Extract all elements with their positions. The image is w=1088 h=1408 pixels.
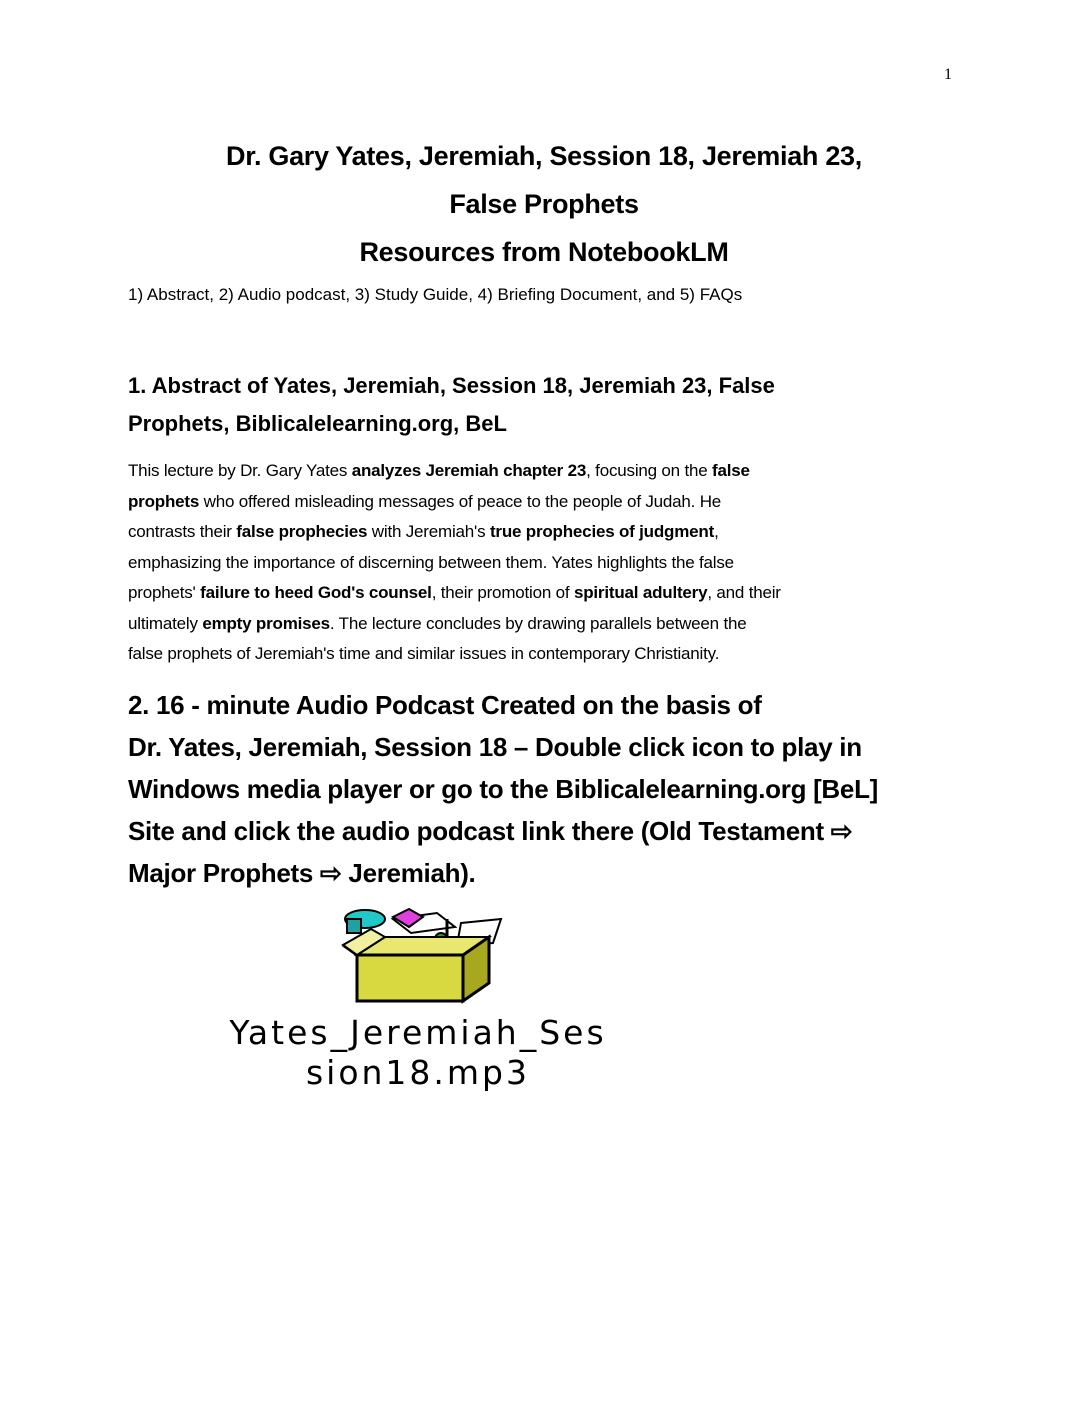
text-run: , and their	[707, 583, 781, 602]
text-run: This lecture by Dr. Gary Yates	[128, 461, 352, 480]
audio-file-name[interactable]	[128, 1013, 708, 1093]
heading-line: Prophets, Biblicalelearning.org, BeL	[128, 411, 507, 436]
bold-run: spiritual adultery	[573, 583, 708, 602]
audio-podcast-heading	[128, 684, 968, 894]
document-title	[100, 132, 988, 276]
paragraph-line	[128, 517, 958, 548]
text-run: Major Prophets	[128, 858, 320, 888]
title-line: False Prophets	[449, 189, 639, 219]
text-run: who offered misleading messages of peace to the people of Judah. He	[199, 491, 722, 511]
text-run: , their promotion of	[431, 583, 574, 602]
page-number: 1	[944, 66, 952, 83]
bold-run: false prophecies	[236, 522, 368, 541]
file-name-line: sion18.mp3	[305, 1053, 531, 1092]
file-name-line: Yates_Jeremiah_Ses	[229, 1013, 607, 1052]
abstract-paragraph	[128, 456, 958, 670]
bold-run: false	[712, 461, 750, 480]
paragraph-line: emphasizing the importance of discerning between them. Yates highlights the false	[128, 552, 734, 572]
bold-run: failure to heed God's counsel	[200, 583, 432, 602]
audio-file-attachment[interactable]	[128, 905, 708, 1105]
text-run: ,	[714, 522, 719, 541]
paragraph-line: false prophets of Jeremiah's time and similar issues in contemporary Christianity.	[128, 644, 720, 663]
title-line: Resources from NotebookLM	[359, 237, 729, 267]
bold-run: prophets	[128, 491, 200, 511]
text-run: with Jeremiah's	[367, 522, 490, 541]
right-arrow-icon: ⇨	[319, 858, 342, 888]
heading-line	[128, 852, 968, 894]
heading-line: 1. Abstract of Yates, Jeremiah, Session 18, Jeremiah 23, False	[128, 373, 775, 398]
text-run: Jeremiah).	[341, 858, 476, 888]
paragraph-line	[128, 609, 958, 640]
paragraph-line	[128, 487, 958, 518]
bold-run: true prophecies of judgment	[489, 522, 715, 541]
text-run: . The lecture concludes by drawing parallels between the	[329, 613, 747, 633]
package-icon[interactable]	[333, 905, 509, 1005]
bold-run: analyzes Jeremiah chapter 23	[351, 461, 587, 480]
text-run: Site and click the audio podcast link there (Old Testament	[128, 816, 831, 846]
heading-line: Dr. Yates, Jeremiah, Session 18 – Double click icon to play in	[128, 732, 862, 762]
heading-line: 2. 16 - minute Audio Podcast Created on the basis of	[128, 690, 762, 720]
heading-line: Windows media player or go to the Biblicalelearning.org [BeL]	[128, 774, 879, 804]
paragraph-line	[128, 456, 958, 487]
heading-line	[128, 810, 968, 852]
text-run: contrasts their	[128, 522, 237, 541]
text-run: prophets'	[128, 583, 201, 602]
bold-run: empty promises	[202, 613, 330, 633]
text-run: , focusing on the	[586, 461, 713, 480]
paragraph-line	[128, 578, 958, 609]
title-line: Dr. Gary Yates, Jeremiah, Session 18, Jeremiah 23,	[226, 141, 862, 171]
right-arrow-icon: ⇨	[830, 816, 853, 846]
text-run: ultimately	[128, 613, 203, 633]
contents-list: 1) Abstract, 2) Audio podcast, 3) Study Guide, 4) Briefing Document, and 5) FAQs	[128, 285, 743, 304]
abstract-heading	[128, 367, 958, 443]
